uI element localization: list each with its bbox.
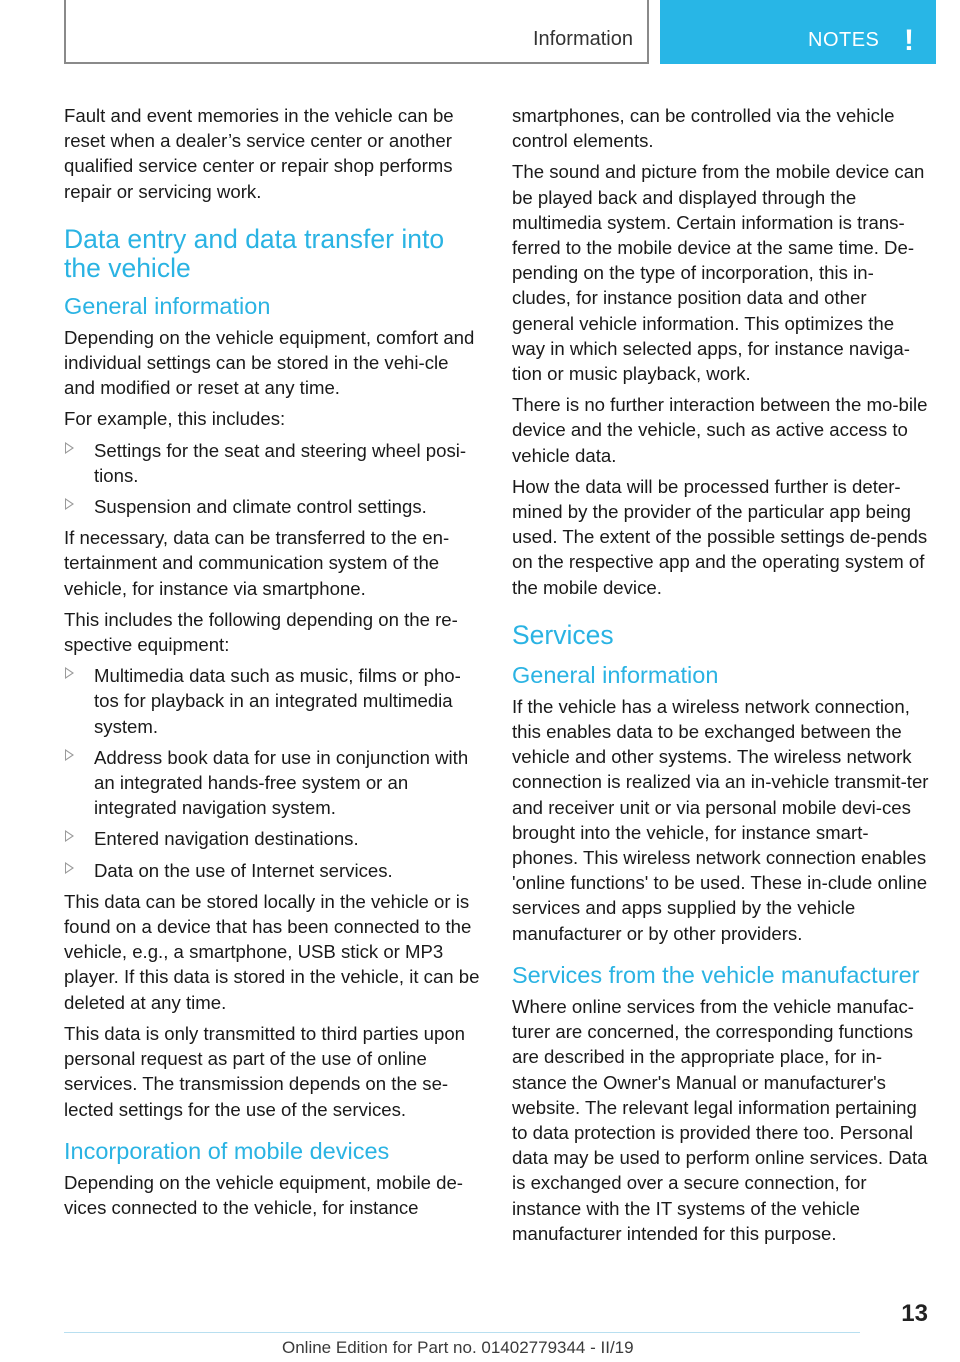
- heading-data-entry: Data entry and data transfer into the vehicle: [64, 223, 445, 283]
- paragraph: Depending on the vehicle equipment, mobile de-vices connected to the vehicle, for instance: [64, 1171, 463, 1218]
- left-column: [64, 103, 482, 1226]
- heading-services-from-manufacturer: Services from the vehicle manufacturer: [512, 961, 920, 988]
- paragraph: If necessary, data can be transferred to the en-tertainment and communication system of the vehicle, for instance via smartphone.: [64, 527, 450, 599]
- paragraph: This data can be stored locally in the vehicle or is found on a device that has been connected to the vehicle, e.g., a smartphone, USB stick or MP3 player. If this data is stored in the vehicle, it can be deleted at any time.: [64, 890, 480, 1013]
- paragraph: This includes the following depending on the re-spective equipment:: [64, 608, 458, 656]
- triangle-bullet-icon: [65, 830, 74, 842]
- paragraph: For example, this includes:: [64, 408, 286, 430]
- triangle-bullet-icon: [65, 749, 74, 761]
- paragraph: How the data will be processed further is deter-mined by the provider of the particular app being used. The extent of the possible settings de-pends on the respective app and the operating system of the mobile device.: [512, 475, 928, 598]
- heading-services: Services: [512, 619, 614, 650]
- heading-general-information: General information: [512, 661, 719, 688]
- list-item: Multimedia data such as music, films or pho-tos for playback in an integrated multimedia system.: [64, 663, 482, 739]
- triangle-bullet-icon: [65, 498, 74, 510]
- bullet-list: [64, 438, 482, 520]
- footer-divider: [64, 1332, 860, 1333]
- heading-incorporation-mobile-devices: Incorporation of mobile devices: [64, 1137, 390, 1164]
- exclamation-icon: !: [904, 24, 914, 57]
- heading-general-information: General information: [64, 292, 271, 319]
- paragraph: This data is only transmitted to third parties upon personal request as part of the use of online services. The transmission depends on the se-lected settings for the use of the services.: [64, 1022, 466, 1120]
- intro-paragraph: Fault and event memories in the vehicle can be reset when a dealer’s service center or another qualified service center or repair shop performs repair or servicing work.: [64, 105, 454, 202]
- list-item: Address book data for use in conjunction with an integrated hands-free system or an integrated navigation system.: [64, 745, 482, 821]
- page-number: 13: [901, 1300, 928, 1327]
- triangle-bullet-icon: [65, 862, 74, 874]
- triangle-bullet-icon: [65, 667, 74, 679]
- triangle-bullet-icon: [65, 442, 74, 454]
- header-section-box: [64, 0, 649, 64]
- list-item: Data on the use of Internet services.: [64, 858, 482, 883]
- list-item: Entered navigation destinations.: [64, 826, 482, 851]
- right-column: [512, 103, 930, 1252]
- bullet-list: [64, 663, 482, 883]
- footer-edition: Online Edition for Part no. 01402779344 - II/19: [282, 1338, 634, 1357]
- paragraph: Where online services from the vehicle manufac-turer are concerned, the corresponding functions are described in the appropriate place, for in-stance the Owner's Manual or manufacturer's website. The relevant legal information pertaining to data protection is provided there too. Personal data may be used to perform online services. Data is exchanged over a secure connection, for instance with the IT systems of the vehicle manufacturer intended for this purpose.: [512, 995, 928, 1244]
- paragraph: If the vehicle has a wireless network connection, this enables data to be exchanged between the vehicle and other systems. The wireless network connection is realized via an in-vehicle transmit-ter and receiver unit or via personal mobile devi-ces brought into the vehicle, for instance smart-phones. This wireless network connection enables 'online functions' to be used. These in-clude online services and apps supplied by the vehicle manufacturer or by other providers.: [512, 695, 929, 944]
- paragraph: The sound and picture from the mobile device can be played back and displayed through the multimedia system. Certain information is trans-ferred to the mobile device at the same time. De-pending on the type of incorporation, this in-cludes, for instance position data and other general vehicle information. This optimizes the way in which selected apps, for instance naviga-tion or music playback, work.: [512, 161, 925, 385]
- header-section-title: Information: [532, 28, 633, 50]
- paragraph: Depending on the vehicle equipment, comfort and individual settings can be stored in the vehi-cle and modified or reset at any time.: [64, 326, 475, 399]
- header-tab-label: NOTES: [808, 29, 880, 51]
- paragraph: smartphones, can be controlled via the vehicle control elements.: [512, 105, 895, 152]
- header-notes-tab: [660, 0, 936, 64]
- list-item: Settings for the seat and steering wheel posi-tions.: [64, 438, 482, 488]
- list-item: Suspension and climate control settings.: [64, 494, 482, 519]
- paragraph: There is no further interaction between the mo-bile device and the vehicle, such as active access to vehicle data.: [512, 394, 928, 466]
